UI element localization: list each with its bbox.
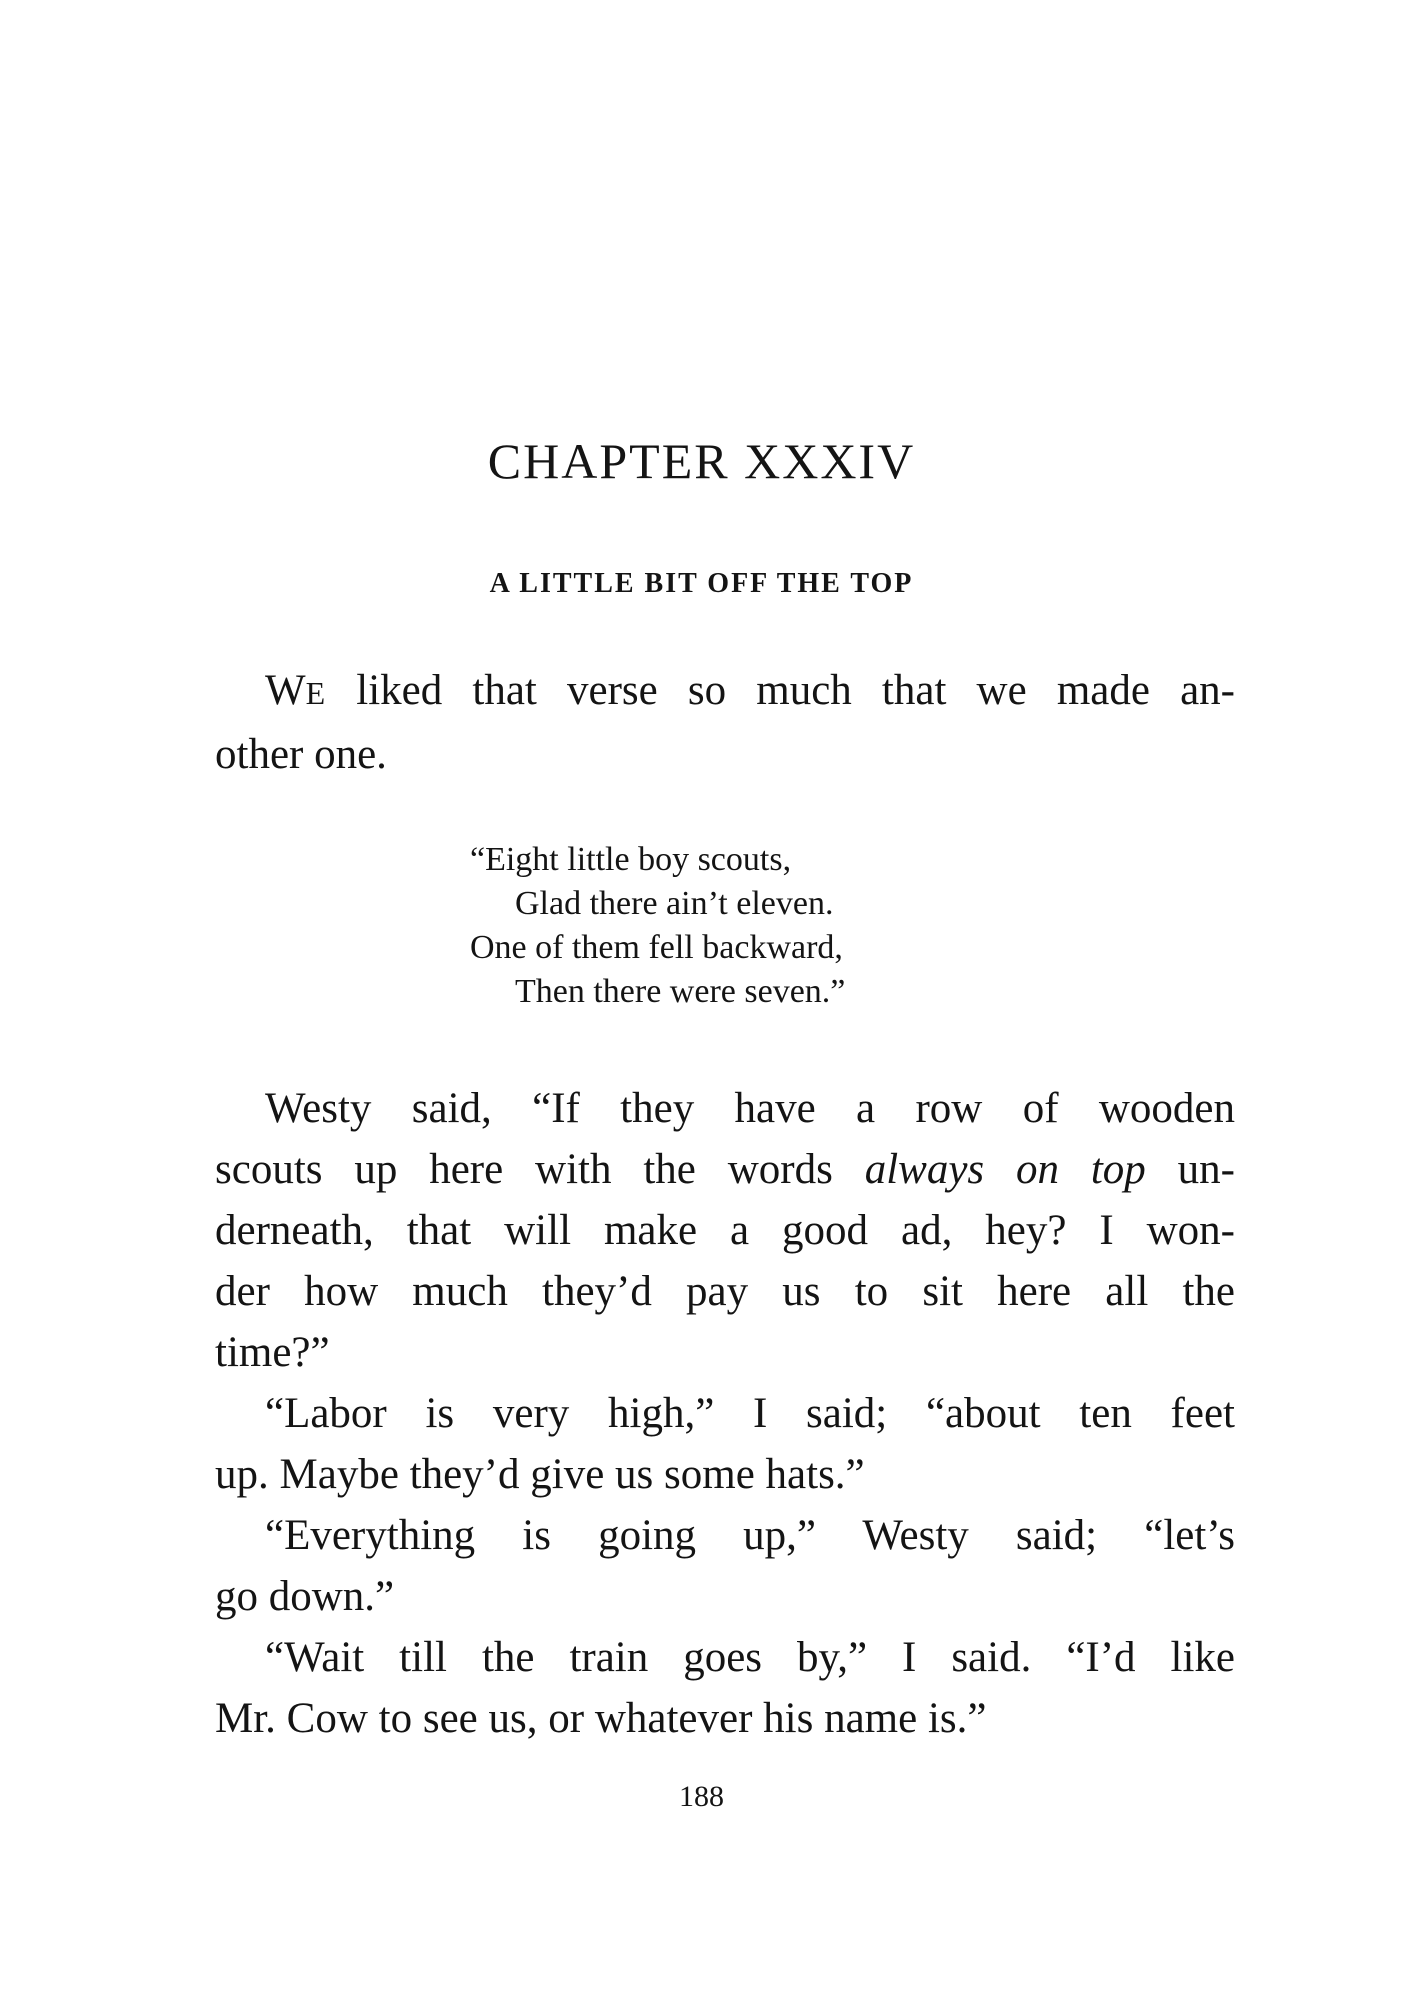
- paragraph-5: [215, 1627, 1235, 1749]
- paragraph-5-line-1: [215, 1627, 1235, 1688]
- verse-line-3: One of them fell backward,: [470, 929, 843, 966]
- paragraph-2-line-2-italic: always on top: [864, 1146, 1146, 1193]
- dropcap-initial: W: [265, 667, 306, 714]
- paragraph-4-line-2: go down.”: [215, 1573, 395, 1620]
- paragraph-5-line-2: Mr. Cow to see us, or whatever his name is.”: [215, 1695, 987, 1742]
- paragraph-5-line-1-text: “Wait till the train goes by,” I said. “I’d like: [265, 1634, 1235, 1681]
- verse-line-1: “Eight little boy scouts,: [470, 841, 792, 878]
- verse-line-4: Then there were seven.”: [515, 973, 846, 1010]
- paragraph-4-line-1: [215, 1505, 1235, 1566]
- paragraph-2-line-4: der how much they’d pay us to sit here all the: [215, 1268, 1235, 1315]
- paragraph-1-line-1-text: liked that verse so much that we made an-: [326, 667, 1235, 714]
- paragraph-2-line-1-text: Westy said, “If they have a row of wooden: [265, 1085, 1235, 1132]
- paragraph-2-line-2: [215, 1139, 1235, 1200]
- paragraph-4-line-1-text: “Everything is going up,” Westy said; “let’s: [265, 1512, 1235, 1559]
- dropcap-rest: E: [305, 675, 327, 711]
- paragraph-3-line-1-text: “Labor is very high,” I said; “about ten feet: [265, 1390, 1235, 1437]
- paragraph-1-line-1: [215, 660, 1235, 724]
- paragraph-3-line-1: [215, 1383, 1235, 1444]
- verse: [470, 838, 845, 1014]
- paragraph-1-line-2: other one.: [215, 731, 387, 778]
- paragraph-2-line-2-pre: scouts up here with the words: [215, 1146, 865, 1193]
- paragraph-4: [215, 1505, 1235, 1627]
- paragraph-2: [215, 1078, 1235, 1383]
- paragraph-1: [215, 660, 1235, 785]
- paragraph-2-line-3: derneath, that will make a good ad, hey? I won-: [215, 1207, 1235, 1254]
- paragraph-3: [215, 1383, 1235, 1505]
- paragraph-2-line-2-post: un-: [1145, 1146, 1235, 1193]
- page-number: 188: [679, 1780, 724, 1813]
- paragraph-2-line-1: [215, 1078, 1235, 1139]
- verse-line-2: Glad there ain’t eleven.: [515, 885, 834, 922]
- chapter-title: CHAPTER XXXIV: [487, 433, 916, 489]
- chapter-subtitle: A LITTLE BIT OFF THE TOP: [489, 568, 914, 599]
- paragraph-2-line-5: time?”: [215, 1329, 330, 1376]
- paragraph-3-line-2: up. Maybe they’d give us some hats.”: [215, 1451, 865, 1498]
